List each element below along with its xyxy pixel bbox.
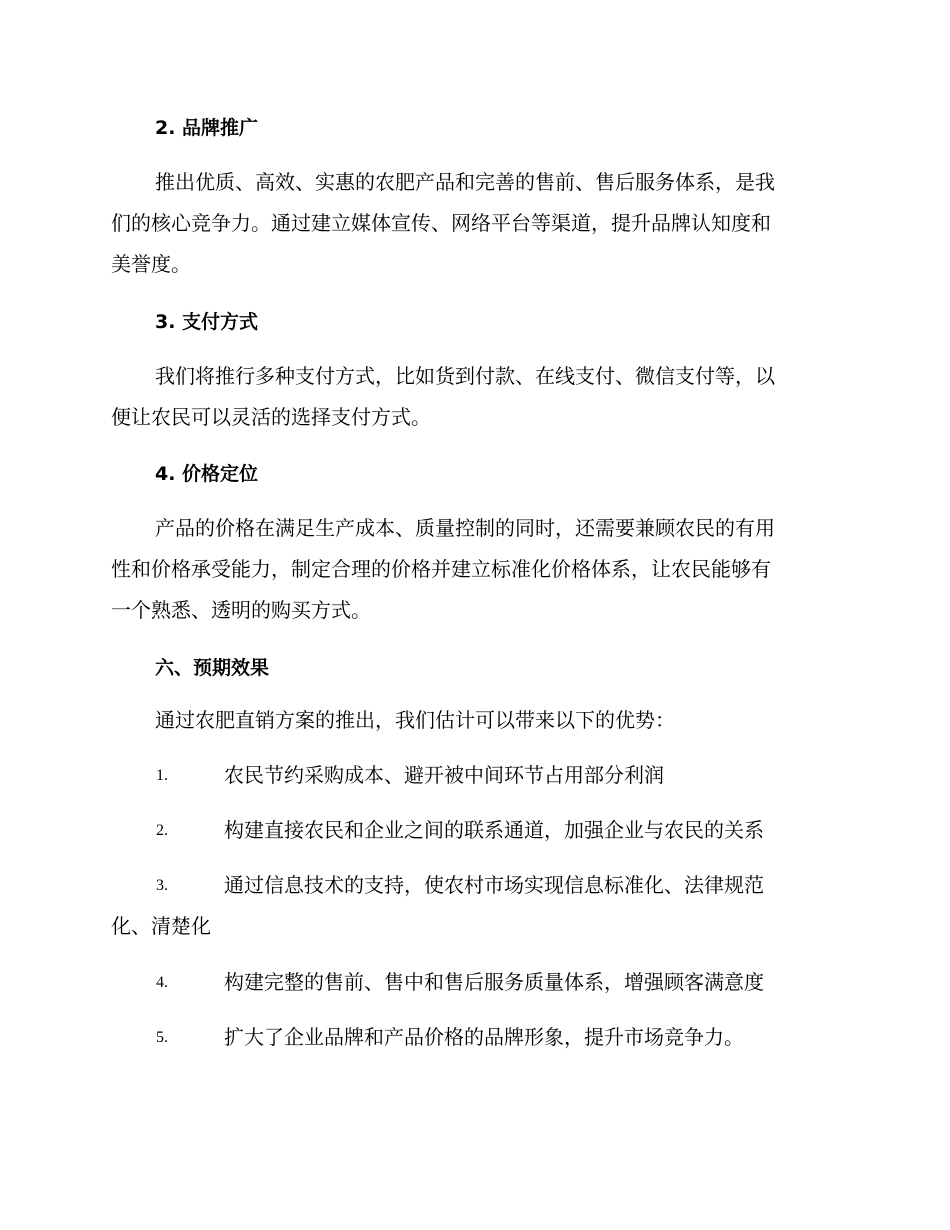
list-item-text: 扩大了企业品牌和产品价格的品牌形象，提升市场竞争力。 <box>224 1025 744 1049</box>
list-item-text-continued: 化、清楚化 <box>111 914 211 938</box>
list-item <box>111 810 831 851</box>
list-item <box>111 865 831 947</box>
list-item <box>111 755 831 796</box>
paragraph-line: 们的核心竞争力。通过建立媒体宣传、网络平台等渠道，提升品牌认知度和 <box>111 211 771 235</box>
list-item-number: 2. <box>156 822 168 839</box>
paragraph-line: 产品的价格在满足生产成本、质量控制的同时，还需要兼顾农民的有用 <box>155 516 775 540</box>
heading-expected-effects: 六、预期效果 <box>155 657 270 679</box>
list-item-number: 5. <box>156 1029 168 1046</box>
list-item-number: 3. <box>156 877 168 894</box>
paragraph-line: 性和价格承受能力，制定合理的价格并建立标准化价格体系，让农民能够有 <box>111 557 771 581</box>
paragraph-line: 美誉度。 <box>111 252 191 276</box>
heading-brand-promotion: 2. 品牌推广 <box>155 117 259 139</box>
paragraph-effects-intro <box>111 700 831 741</box>
paragraph-line: 推出优质、高效、实惠的农肥产品和完善的售前、售后服务体系，是我 <box>155 170 775 194</box>
list-item <box>111 962 831 1003</box>
paragraph-line: 便让农民可以灵活的选择支付方式。 <box>111 405 431 429</box>
paragraph-line: 通过农肥直销方案的推出，我们估计可以带来以下的优势： <box>155 708 675 732</box>
paragraph-brand-promotion <box>111 162 831 285</box>
list-item-text: 构建完整的售前、售中和售后服务质量体系，增强顾客满意度 <box>224 970 764 994</box>
list-item-text: 农民节约采购成本、避开被中间环节占用部分利润 <box>224 763 664 787</box>
paragraph-payment-methods <box>111 356 831 438</box>
list-item-number: 4. <box>156 974 168 991</box>
list-item <box>111 1017 831 1058</box>
paragraph-line: 一个熟悉、透明的购买方式。 <box>111 598 371 622</box>
list-item-text: 构建直接农民和企业之间的联系通道，加强企业与农民的关系 <box>224 818 764 842</box>
heading-payment-methods: 3. 支付方式 <box>155 311 259 333</box>
paragraph-price-positioning <box>111 508 831 631</box>
heading-price-positioning: 4. 价格定位 <box>155 463 259 485</box>
list-item-text: 通过信息技术的支持，使农村市场实现信息标准化、法律规范 <box>224 873 764 897</box>
list-item-number: 1. <box>156 767 168 784</box>
paragraph-line: 我们将推行多种支付方式，比如货到付款、在线支付、微信支付等，以 <box>155 364 775 388</box>
